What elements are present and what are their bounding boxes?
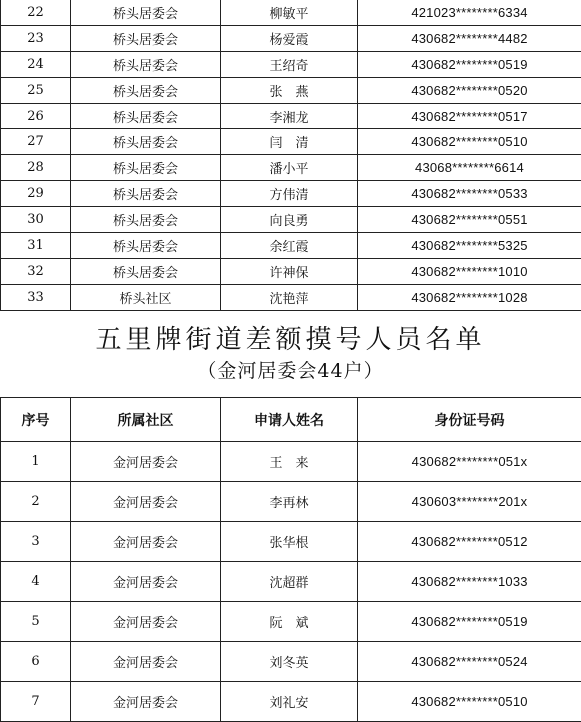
table-row	[1, 155, 581, 181]
community-cell: 桥头居委会	[71, 25, 221, 51]
id-number-cell: 430682********5325	[358, 233, 581, 259]
table-row	[1, 284, 581, 310]
community-cell: 桥头居委会	[71, 181, 221, 207]
title-block	[0, 322, 581, 384]
id-number-cell: 430682********4482	[358, 25, 581, 51]
header-seq: 序号	[1, 398, 71, 442]
community-cell: 桥头居委会	[71, 77, 221, 103]
seq-cell: 2	[1, 482, 71, 522]
name-cell: 张 燕	[221, 77, 358, 103]
name-cell: 向良勇	[221, 207, 358, 233]
table-row	[1, 602, 581, 642]
applicant-table-header	[1, 398, 581, 442]
previous-page-table	[0, 0, 581, 311]
seq-cell: 4	[1, 562, 71, 602]
id-number-cell: 430682********0510	[358, 682, 581, 722]
seq-cell: 3	[1, 522, 71, 562]
community-cell: 桥头居委会	[71, 258, 221, 284]
table-row	[1, 129, 581, 155]
community-cell: 桥头居委会	[71, 103, 221, 129]
id-number-cell: 430682********0551	[358, 207, 581, 233]
table-row	[1, 442, 581, 482]
header-row	[1, 398, 581, 442]
page-subtitle: （金河居委会44户）	[197, 360, 384, 382]
seq-cell: 26	[1, 103, 71, 129]
name-cell: 杨爱霞	[221, 25, 358, 51]
page-title: 五里牌街道差额摸号人员名单	[95, 325, 486, 355]
id-number-cell: 430682********0510	[358, 129, 581, 155]
name-cell: 王绍奇	[221, 51, 358, 77]
header-id: 身份证号码	[358, 398, 581, 442]
id-number-cell: 430682********0519	[358, 51, 581, 77]
seq-cell: 5	[1, 602, 71, 642]
id-number-cell: 430682********0519	[358, 602, 581, 642]
table-row	[1, 51, 581, 77]
name-cell: 王 来	[221, 442, 358, 482]
name-cell: 柳敏平	[221, 0, 358, 25]
seq-cell: 7	[1, 682, 71, 722]
seq-cell: 33	[1, 284, 71, 310]
name-cell: 李湘龙	[221, 103, 358, 129]
name-cell: 方伟清	[221, 181, 358, 207]
id-number-cell: 430682********1010	[358, 258, 581, 284]
table-row	[1, 642, 581, 682]
name-cell: 李再林	[221, 482, 358, 522]
id-number-cell: 421023********6334	[358, 0, 581, 25]
table-row	[1, 181, 581, 207]
id-number-cell: 430682********1033	[358, 562, 581, 602]
name-cell: 闫 清	[221, 129, 358, 155]
table-row	[1, 103, 581, 129]
applicant-table-body	[1, 442, 581, 722]
community-cell: 桥头居委会	[71, 155, 221, 181]
header-community: 所属社区	[71, 398, 221, 442]
seq-cell: 25	[1, 77, 71, 103]
id-number-cell: 430682********0524	[358, 642, 581, 682]
name-cell: 余红霞	[221, 233, 358, 259]
community-cell: 桥头居委会	[71, 0, 221, 25]
id-number-cell: 430603********201x	[358, 482, 581, 522]
seq-cell: 27	[1, 129, 71, 155]
id-number-cell: 43068********6614	[358, 155, 581, 181]
community-cell: 桥头居委会	[71, 129, 221, 155]
community-cell: 金河居委会	[71, 482, 221, 522]
community-cell: 金河居委会	[71, 442, 221, 482]
table-row	[1, 77, 581, 103]
community-cell: 金河居委会	[71, 602, 221, 642]
community-cell: 金河居委会	[71, 642, 221, 682]
seq-cell: 23	[1, 25, 71, 51]
seq-cell: 22	[1, 0, 71, 25]
seq-cell: 6	[1, 642, 71, 682]
community-cell: 金河居委会	[71, 682, 221, 722]
table-row	[1, 207, 581, 233]
table-row	[1, 562, 581, 602]
seq-cell: 29	[1, 181, 71, 207]
id-number-cell: 430682********1028	[358, 284, 581, 310]
community-cell: 桥头居委会	[71, 207, 221, 233]
seq-cell: 30	[1, 207, 71, 233]
id-number-cell: 430682********0512	[358, 522, 581, 562]
previous-page-table-body	[1, 0, 581, 310]
name-cell: 潘小平	[221, 155, 358, 181]
id-number-cell: 430682********0520	[358, 77, 581, 103]
community-cell: 金河居委会	[71, 562, 221, 602]
name-cell: 刘礼安	[221, 682, 358, 722]
community-cell: 金河居委会	[71, 522, 221, 562]
table-row	[1, 25, 581, 51]
table-row	[1, 522, 581, 562]
table-row	[1, 0, 581, 25]
name-cell: 沈超群	[221, 562, 358, 602]
community-cell: 桥头居委会	[71, 233, 221, 259]
table-row	[1, 233, 581, 259]
seq-cell: 32	[1, 258, 71, 284]
community-cell: 桥头居委会	[71, 51, 221, 77]
applicant-table	[0, 397, 581, 722]
seq-cell: 28	[1, 155, 71, 181]
name-cell: 许神保	[221, 258, 358, 284]
table-row	[1, 258, 581, 284]
name-cell: 沈艳萍	[221, 284, 358, 310]
table-row	[1, 482, 581, 522]
name-cell: 张华根	[221, 522, 358, 562]
header-name: 申请人姓名	[221, 398, 358, 442]
name-cell: 刘冬英	[221, 642, 358, 682]
id-number-cell: 430682********0517	[358, 103, 581, 129]
id-number-cell: 430682********0533	[358, 181, 581, 207]
seq-cell: 31	[1, 233, 71, 259]
seq-cell: 1	[1, 442, 71, 482]
table-row	[1, 682, 581, 722]
name-cell: 阮 斌	[221, 602, 358, 642]
seq-cell: 24	[1, 51, 71, 77]
id-number-cell: 430682********051x	[358, 442, 581, 482]
community-cell: 桥头社区	[71, 284, 221, 310]
